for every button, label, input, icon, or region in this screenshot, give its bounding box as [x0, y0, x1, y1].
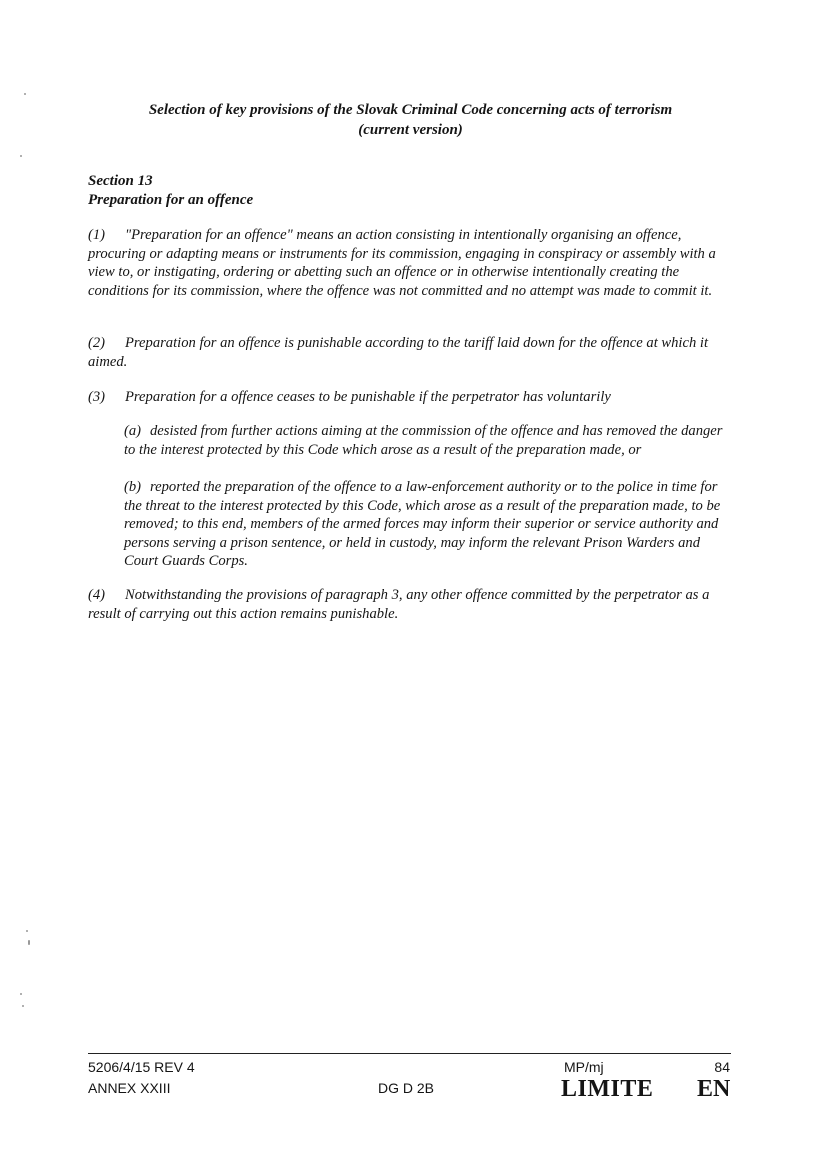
- scan-speck: [24, 93, 26, 95]
- paragraph-4: [88, 586, 728, 623]
- paragraph-number: (1): [88, 227, 106, 243]
- scan-speck: [20, 155, 22, 157]
- footer-page-number: 84: [714, 1059, 730, 1075]
- subparagraph-number: (b): [124, 479, 142, 495]
- section-number: Section 13: [88, 173, 153, 189]
- subparagraph-text: reported the preparation of the offence to a law-enforcement authority or to the police in time for the threat to the interest protected by this Code, which arose as a result of the preparation made, to be removed; to this end, members of the armed forces may inform their superior or service authority and persons serving a prison sentence, or held in custody, may inform the relevant Prison Warders and Court Guards Corps.: [124, 479, 721, 570]
- scan-speck: [28, 940, 30, 945]
- paragraph-3: [88, 388, 728, 407]
- scan-speck: [20, 993, 22, 995]
- footer-reference: 5206/4/15 REV 4: [88, 1059, 195, 1075]
- subparagraph-text: desisted from further actions aiming at the commission of the offence and has removed the danger to the interest protected by this Code which arose as a result of the preparation made, or: [124, 423, 723, 458]
- paragraph-number: (4): [88, 587, 106, 603]
- scan-speck: [22, 1005, 24, 1007]
- section-title: Preparation for an offence: [88, 192, 254, 208]
- paragraph-text: Preparation for an offence is punishable according to the tariff laid down for the offence at which it aimed.: [88, 335, 709, 370]
- page-title: [88, 100, 733, 140]
- footer-classification: LIMITE: [561, 1076, 654, 1102]
- footer-annex: ANNEX XXIII: [88, 1080, 171, 1096]
- subparagraph-a: [124, 422, 728, 459]
- scan-speck: [26, 930, 28, 932]
- paragraph-text: Notwithstanding the provisions of paragraph 3, any other offence committed by the perpetrator as a result of carrying out this action remains punishable.: [88, 587, 710, 622]
- footer-divider: [88, 1053, 731, 1054]
- paragraph-1: [88, 226, 736, 300]
- subparagraph-b: [124, 478, 728, 571]
- page-title-line2: (current version): [358, 122, 463, 138]
- paragraph-text: "Preparation for an offence" means an action consisting in intentionally organising an offence, procuring or adapting means or instruments for its commission, engaging in conspiracy or assembly with a view to, or instigating, ordering or abetting such an offence or in otherwise intentionally creating the conditions for its commission, where the offence was not committed and no attempt was made to commit it.: [88, 227, 716, 299]
- footer-author: MP/mj: [564, 1059, 604, 1075]
- page-title-line1: Selection of key provisions of the Slovak Criminal Code concerning acts of terrorism: [148, 102, 673, 118]
- paragraph-text: Preparation for a offence ceases to be punishable if the perpetrator has voluntarily: [125, 389, 611, 405]
- subparagraph-number: (a): [124, 423, 142, 439]
- paragraph-number: (2): [88, 335, 106, 351]
- footer-language: EN: [697, 1076, 731, 1102]
- paragraph-number: (3): [88, 389, 106, 405]
- paragraph-2: [88, 334, 728, 371]
- section-heading: [88, 172, 253, 210]
- footer-directorate: DG D 2B: [378, 1080, 435, 1096]
